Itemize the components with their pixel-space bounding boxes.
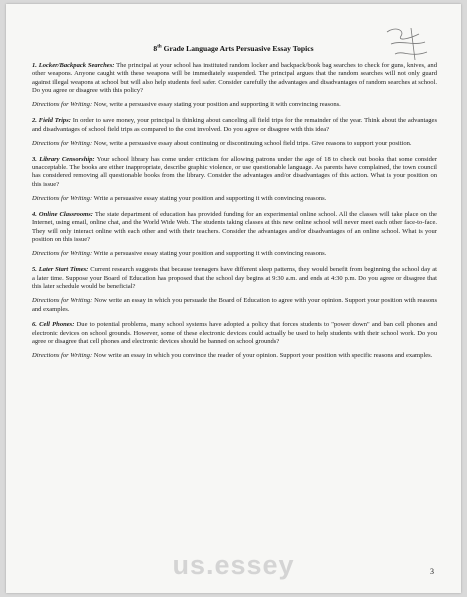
topic-5-body: Current research suggests that because teenagers have different sleep patterns, they would benefit from beginning the school day at a later time. Suppose your Board of Education has proposed that the school day begins at 9:30 a.m. and ends at 4:30 p.m. Do you agree or disagree that this later schedule would be beneficial? [32, 266, 437, 290]
topic-2-heading: 2. Field Trips: [32, 117, 71, 125]
topic-1-directions [32, 101, 437, 109]
document-page [6, 4, 461, 593]
topic-6-directions [32, 352, 437, 360]
topic-2 [32, 117, 437, 134]
topic-1 [32, 62, 437, 95]
topic-6-heading: 6. Cell Phones: [32, 321, 75, 329]
topic-3-body: Your school library has come under criticism for allowing patrons under the age of 18 to check out books that some consider unacceptable. The books are either inappropriate, describe graphic violence, or use questionable language. As parents have complained, the town council has considered removing all questionable books from the library. Consider the advantages and/or disadvantages of this action. What is your position on this issue? [32, 155, 437, 188]
topic-6 [32, 321, 437, 346]
handwritten-scribble [381, 24, 436, 66]
topic-6-body: Due to potential problems, many school systems have adopted a policy that forces students to "power down" and ban cell phones and electronic devices on school grounds. However, some of these electronic devices could actually be used to help students with their school work. Do you agree or disagree that cell phones and electronic devices should be banned on school grounds? [32, 321, 437, 346]
directions-label: Directions for Writing: [32, 101, 93, 109]
directions-text: Write a persuasive essay stating your position and supporting it with convincing reasons. [93, 250, 327, 258]
topic-5-directions [32, 297, 437, 314]
page-number: 3 [430, 567, 434, 576]
topic-4-body: The state department of education has provided funding for an experimental online school. All the classes will take place on the Internet, using email, online chat, and the World Wide Web. The students taking classes at this new online school will never meet each other face-to-face. They will only interact online with each other and with their teachers. Consider the advantages and/or disadvantages of an online school. What is your position on this issue? [32, 210, 437, 243]
topic-5-heading: 5. Later Start Times: [32, 266, 89, 274]
directions-label: Directions for Writing: [32, 195, 93, 203]
topic-3-heading: 3. Library Censorship: [32, 155, 95, 163]
directions-text: Now, write a persuasive essay stating your position and supporting it with convincing reasons. [93, 101, 341, 109]
topic-2-directions [32, 140, 437, 148]
directions-text: Now write an essay in which you convince the reader of your opinion. Support your position with specific reasons and examples. [93, 352, 433, 360]
topic-3-directions [32, 195, 437, 203]
topic-2-body: In order to save money, your principal is thinking about canceling all field trips for the remainder of the year. Think about the advantages and disadvantages of school field trips as compared to the cost involved. Do you agree or disagree with this idea? [32, 117, 437, 133]
directions-text: Now write an essay in which you persuade the Board of Education to agree with your opinion. Support your position with reasons and examples. [32, 297, 437, 313]
topic-1-body: The principal at your school has instituted random locker and backpack/book bag searches to check for guns, knives, and other weapons. Anyone caught with these weapons will be immediately suspended. The principal argues that the random searches will not only guard against illegal weapons at school but will also help students feel safer. Consider carefully the advantages and disadvantages of random searches at school. Do you agree or disagree with this policy? [32, 62, 437, 95]
topic-4-directions [32, 250, 437, 258]
topic-4 [32, 211, 437, 244]
directions-text: Now, write a persuasive essay about continuing or discontinuing school field trips. Give reasons to support your position. [93, 139, 412, 147]
directions-label: Directions for Writing: [32, 250, 93, 258]
topic-5 [32, 266, 437, 291]
topic-4-heading: 4. Online Classrooms: [32, 210, 93, 218]
directions-text: Write a persuasive essay stating your position and supporting it with convincing reasons. [93, 195, 327, 203]
topic-1-heading: 1. Locker/Backpack Searches: [32, 62, 115, 69]
document-title: 8th Grade Language Arts Persuasive Essay Topics [153, 44, 314, 53]
directions-label: Directions for Writing: [32, 139, 93, 147]
directions-label: Directions for Writing: [32, 352, 93, 360]
essay-topics [32, 62, 437, 368]
topic-3 [32, 156, 437, 189]
watermark: us.essey [172, 550, 295, 580]
directions-label: Directions for Writing: [32, 297, 93, 305]
